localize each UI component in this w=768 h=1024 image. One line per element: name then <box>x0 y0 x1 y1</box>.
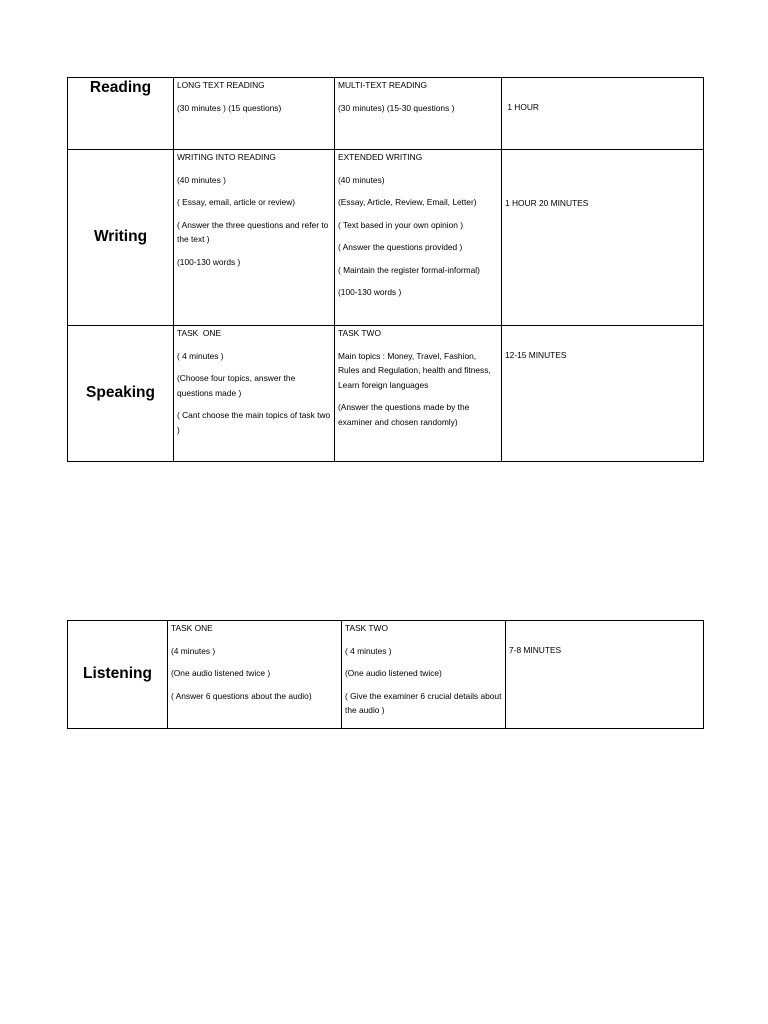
speaking-task-a-line: (Choose four topics, answer the questions made ) <box>177 373 296 398</box>
table-row-writing <box>68 150 704 326</box>
speaking-task-b-line: Main topics : Money, Travel, Fashion, Rules and Regulation, health and fitness, Learn foreign languages <box>338 350 491 390</box>
writing-duration-cell <box>502 150 704 326</box>
writing-task-a-cell <box>174 150 335 326</box>
writing-task-b-line: (100-130 words ) <box>338 287 402 297</box>
reading-task-b-title: MULTI-TEXT READING <box>338 80 428 90</box>
table-row-speaking <box>68 326 704 462</box>
listening-task-b-line: ( Give the examiner 6 crucial details about the audio ) <box>345 690 502 715</box>
writing-task-b-line: (40 minutes) <box>338 174 385 185</box>
writing-task-a-title: WRITING INTO READING <box>177 152 276 162</box>
speaking-task-a-cell <box>174 326 335 462</box>
speaking-task-a-line: ( Cant choose the main topics of task two ) <box>177 410 331 435</box>
speaking-task-b-cell <box>335 326 502 462</box>
writing-task-b-title: EXTENDED WRITING <box>338 152 423 162</box>
reading-task-a-cell <box>174 78 335 150</box>
writing-task-b-line: ( Maintain the register formal-informal) <box>338 264 480 275</box>
skill-label-speaking: Speaking <box>68 326 174 462</box>
speaking-task-b-line: (Answer the questions made by the examiner and chosen randomly) <box>338 402 470 427</box>
reading-task-b-line: (30 minutes) (15-30 questions ) <box>338 102 455 113</box>
table-row-listening <box>68 621 704 729</box>
speaking-duration: 12-15 MINUTES <box>505 350 567 360</box>
writing-task-b-line: ( Answer the questions provided ) <box>338 242 463 252</box>
writing-task-b-cell <box>335 150 502 326</box>
listening-duration-cell <box>506 621 704 729</box>
speaking-duration-cell <box>502 326 704 462</box>
listening-duration: 7-8 MINUTES <box>509 645 562 655</box>
skill-label-listening: Listening <box>68 621 168 729</box>
listening-task-b-cell <box>342 621 506 729</box>
listening-task-b-line: (One audio listened twice) <box>345 668 442 678</box>
exam-table-listening <box>67 620 704 729</box>
skill-label-reading: Reading <box>68 78 174 150</box>
listening-task-a-title: TASK ONE <box>171 623 213 633</box>
writing-task-a-line: ( Answer the three questions and refer to the text ) <box>177 219 329 244</box>
reading-task-a-line: (30 minutes ) (15 questions) <box>177 102 282 113</box>
speaking-task-a-title: TASK ONE <box>177 328 222 338</box>
speaking-task-b-title: TASK TWO <box>338 328 381 338</box>
writing-task-a-line: ( Essay, email, article or review) <box>177 197 296 207</box>
listening-task-b-line: ( 4 minutes ) <box>345 645 392 656</box>
listening-task-a-line: (4 minutes ) <box>171 645 216 656</box>
reading-task-b-cell <box>335 78 502 150</box>
writing-task-b-line: ( Text based in your own opinion ) <box>338 219 464 230</box>
speaking-task-a-line: ( 4 minutes ) <box>177 350 224 361</box>
listening-task-a-line: ( Answer 6 questions about the audio) <box>171 690 312 701</box>
writing-duration: 1 HOUR 20 MINUTES <box>505 198 589 208</box>
writing-task-a-line: (100-130 words ) <box>177 256 241 267</box>
reading-duration-cell <box>502 78 704 150</box>
reading-task-a-title: LONG TEXT READING <box>177 80 265 90</box>
table-row-reading <box>68 78 704 150</box>
exam-table-main <box>67 77 704 462</box>
writing-task-b-line: (Essay, Article, Review, Email, Letter) <box>338 197 477 207</box>
listening-task-b-title: TASK TWO <box>345 623 388 633</box>
reading-duration: 1 HOUR <box>505 102 539 112</box>
listening-task-a-line: (One audio listened twice ) <box>171 668 271 678</box>
listening-task-a-cell <box>168 621 342 729</box>
skill-label-writing: Writing <box>68 150 174 326</box>
writing-task-a-line: (40 minutes ) <box>177 174 226 185</box>
